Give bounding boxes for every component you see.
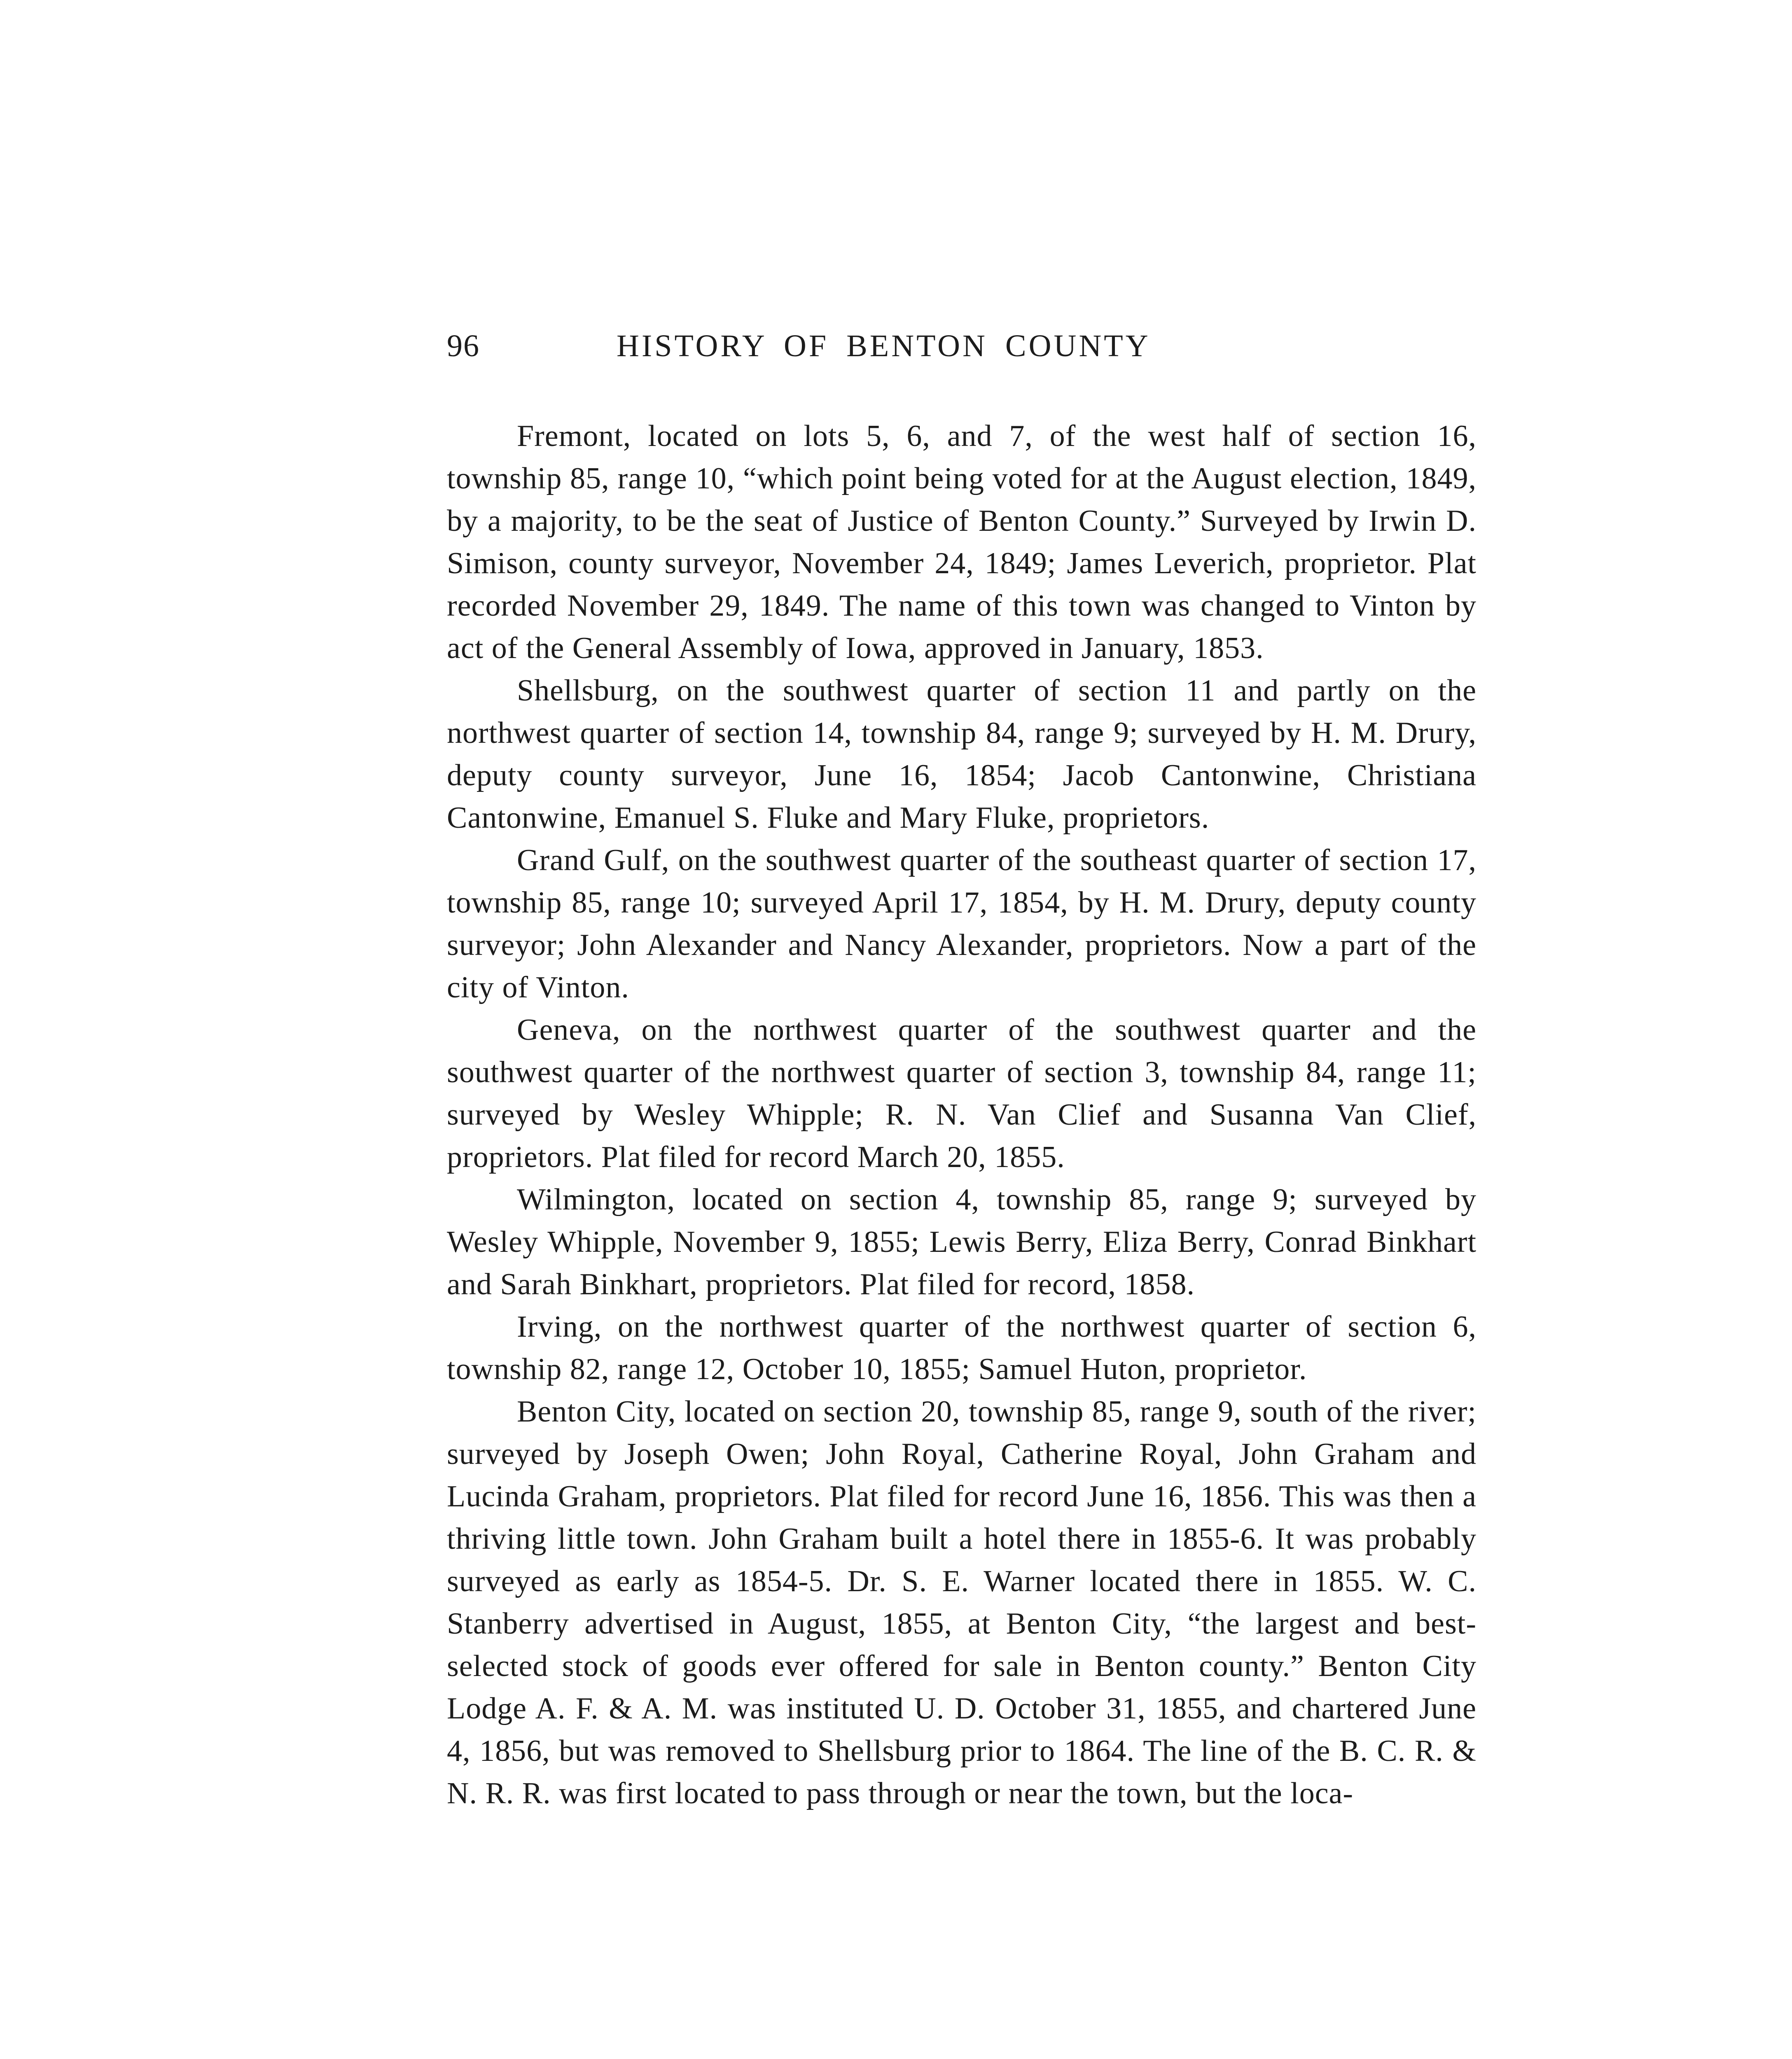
paragraph-irving: Irving, on the northwest quarter of the northwest quarter of section 6, township 82, range 12, October 10, 1855; Samuel Huton, proprietor. bbox=[447, 1310, 1477, 1386]
body-text bbox=[447, 415, 1477, 1815]
paragraph-grand-gulf: Grand Gulf, on the southwest quarter of the southeast quarter of section 17, township 85, range 10; surveyed April 17, 1854, by H. M. Drury, deputy county surveyor; John Alexander and Nancy Alexander, proprietors. Now a part of the city of Vinton. bbox=[447, 843, 1477, 1004]
paragraph-benton-city: Benton City, located on section 20, township 85, range 9, south of the river; surveyed by Joseph Owen; John Royal, Catherine Royal, John Graham and Lucinda Graham, proprietors. Plat filed for record June 16, 1856. This was then a thriving little town. John Graham built a hotel there in 1855-6. It was probably surveyed as early as 1854-5. Dr. S. E. Warner located there in 1855. W. C. Stanberry advertised in August, 1855, at Benton City, “the largest and best-selected stock of goods ever offered for sale in Benton county.” Benton City Lodge A. F. & A. M. was instituted U. D. October 31, 1855, and chartered June 4, 1856, but was removed to Shellsburg prior to 1864. The line of the B. C. R. & N. R. R. was first located to pass through or near the town, but the loca- bbox=[447, 1395, 1477, 1810]
page-number: 96 bbox=[447, 329, 480, 363]
paragraph-geneva: Geneva, on the northwest quarter of the southwest quarter and the southwest quarter of the northwest quarter of section 3, township 84, range 11; surveyed by Wesley Whipple; R. N. Van Clief and Susanna Van Clief, proprietors. Plat filed for record March 20, 1855. bbox=[447, 1013, 1477, 1174]
paragraph-wilmington: Wilmington, located on section 4, township 85, range 9; surveyed by Wesley Whipple, November 9, 1855; Lewis Berry, Eliza Berry, Conrad Binkhart and Sarah Binkhart, proprietors. Plat filed for record, 1858. bbox=[447, 1183, 1477, 1301]
running-head bbox=[447, 321, 1505, 371]
paragraph-shellsburg: Shellsburg, on the southwest quarter of section 11 and partly on the northwest quarter of section 14, township 84, range 9; surveyed by H. M. Drury, deputy county surveyor, June 16, 1854; Jacob Cantonwine, Christiana Cantonwine, Emanuel S. Fluke and Mary Fluke, proprietors. bbox=[447, 674, 1477, 835]
paragraph-fremont: Fremont, located on lots 5, 6, and 7, of the west half of section 16, township 85, range 10, “which point being voted for at the August election, 1849, by a majority, to be the seat of Justice of Benton County.” Surveyed by Irwin D. Simison, county surveyor, November 24, 1849; James Leverich, proprietor. Plat recorded November 29, 1849. The name of this town was changed to Vinton by act of the General Assembly of Iowa, approved in January, 1853. bbox=[447, 419, 1477, 665]
book-title: HISTORY OF BENTON COUNTY bbox=[617, 329, 1151, 363]
